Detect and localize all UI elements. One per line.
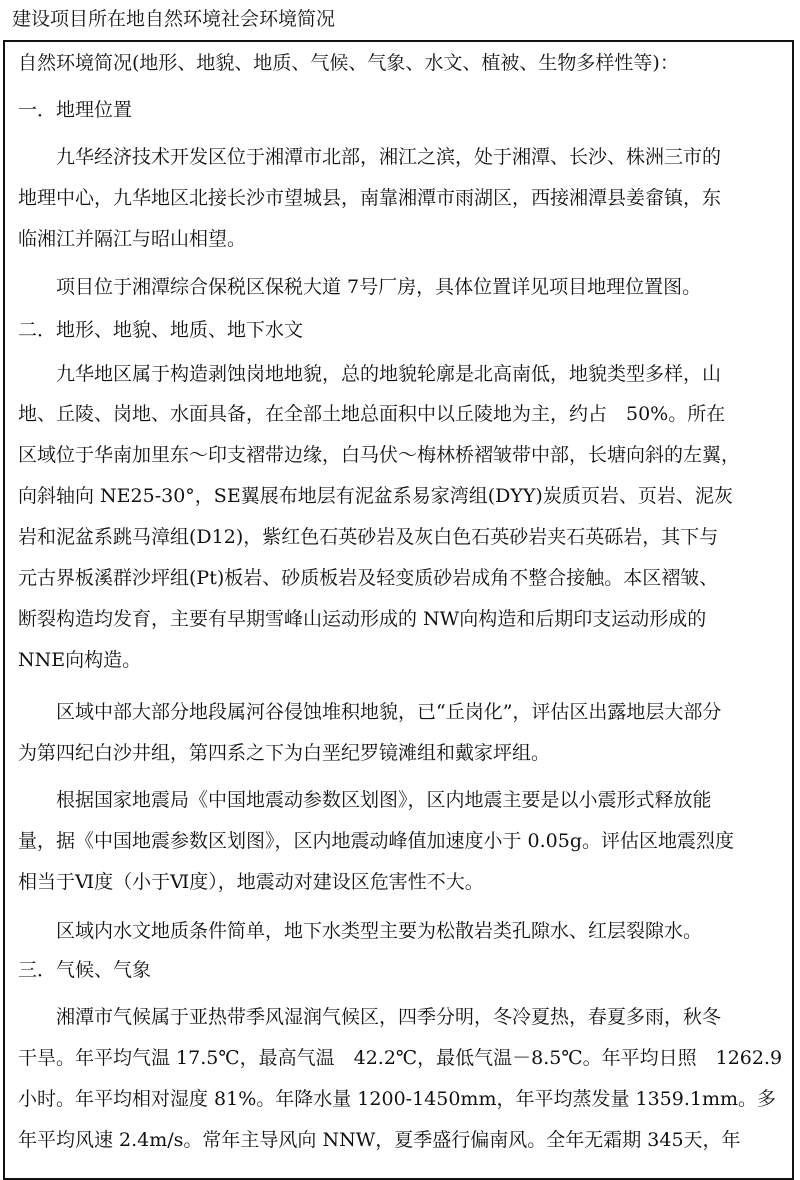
paragraph-line: 湘潭市气候属于亚热带季风湿润气候区，四季分明，冬冷夏热，春夏多雨，秋冬 bbox=[56, 1006, 722, 1028]
paragraph-line: 项目位于湘潭综合保税区保税大道 7号厂房，具体位置详见项目地理位置图。 bbox=[56, 276, 702, 298]
section-heading-climate: 三．气候、气象 bbox=[18, 959, 152, 981]
paragraph-line: 九华地区属于构造剥蚀岗地地貌，总的地貌轮廓是北高南低，地貌类型多样，山 bbox=[56, 363, 722, 385]
paragraph-line: 九华经济技术开发区位于湘潭市北部，湘江之滨，处于湘潭、长沙、株洲三市的 bbox=[56, 146, 722, 168]
paragraph-line: 根据国家地震局《中国地震动参数区划图》，区内地震主要是以小震形式释放能 bbox=[56, 789, 712, 811]
paragraph-line: 年平均风速 2.4m/s。常年主导风向 NNW，夏季盛行偏南风。全年无霜期 345天，年 bbox=[18, 1129, 741, 1151]
paragraph-line: 量，据《中国地震参数区划图》，区内地震动峰值加速度小于 0.05g。评估区地震烈度 bbox=[18, 830, 735, 852]
paragraph-line: 地理中心，九华地区北接长沙市望城县，南靠湘潭市雨湖区，西接湘潭县姜畲镇，东 bbox=[18, 187, 722, 209]
paragraph-line: 为第四纪白沙井组，第四系之下为白垩纪罗镜滩组和戴家坪组。 bbox=[18, 742, 551, 764]
paragraph-line: NNE向构造。 bbox=[18, 649, 142, 671]
paragraph-line: 断裂构造均发育，主要有早期雪峰山运动形成的 NW向构造和后期印支运动形成的 bbox=[18, 608, 707, 630]
paragraph-line: 元古界板溪群沙坪组(Pt)板岩、砂质板岩及轻变质砂岩成角不整合接触。本区褶皱、 bbox=[18, 567, 719, 589]
paragraph-line: 小时。年平均相对湿度 81%。年降水量 1200-1450mm，年平均蒸发量 1359.1mm。多 bbox=[18, 1088, 777, 1110]
paragraph-line: 岩和泥盆系跳马漳组(D12)，紫红色石英砂岩及灰白色石英砂岩夹石英砾岩，其下与 bbox=[18, 526, 719, 548]
section-intro: 自然环境简况(地形、地貌、地质、气候、气象、水文、植被、生物多样性等)： bbox=[18, 52, 679, 74]
paragraph-line: 区域内水文地质条件简单，地下水类型主要为松散岩类孔隙水、红层裂隙水。 bbox=[56, 920, 703, 942]
section-heading-location: 一．地理位置 bbox=[18, 99, 133, 121]
page-title: 建设项目所在地自然环境社会环境简况 bbox=[12, 8, 336, 30]
paragraph-line: 临湘江并隔江与昭山相望。 bbox=[18, 228, 247, 250]
section-heading-terrain: 二．地形、地貌、地质、地下水文 bbox=[18, 319, 304, 341]
content-frame bbox=[3, 40, 794, 1180]
paragraph-line: 区域位于华南加里东～印支褶带边缘，白马伏～梅林桥褶皱带中部，长塘向斜的左翼， bbox=[18, 444, 741, 466]
paragraph-line: 干旱。年平均气温 17.5℃，最高气温 42.2℃，最低气温－8.5℃。年平均日照 1262.9 bbox=[18, 1047, 783, 1069]
paragraph-line: 向斜轴向 NE25-30°，SE翼展布地层有泥盆系易家湾组(DYY)炭质页岩、页岩、泥灰 bbox=[18, 485, 733, 507]
paragraph-line: 区域中部大部分地段属河谷侵蚀堆积地貌，已“丘岗化”，评估区出露地层大部分 bbox=[56, 701, 722, 723]
paragraph-line: 地、丘陵、岗地、水面具备，在全部土地总面积中以丘陵地为主，约占 50%。所在 bbox=[18, 403, 726, 425]
paragraph-line: 相当于Ⅵ度（小于Ⅵ度），地震动对建设区危害性不大。 bbox=[18, 871, 484, 893]
